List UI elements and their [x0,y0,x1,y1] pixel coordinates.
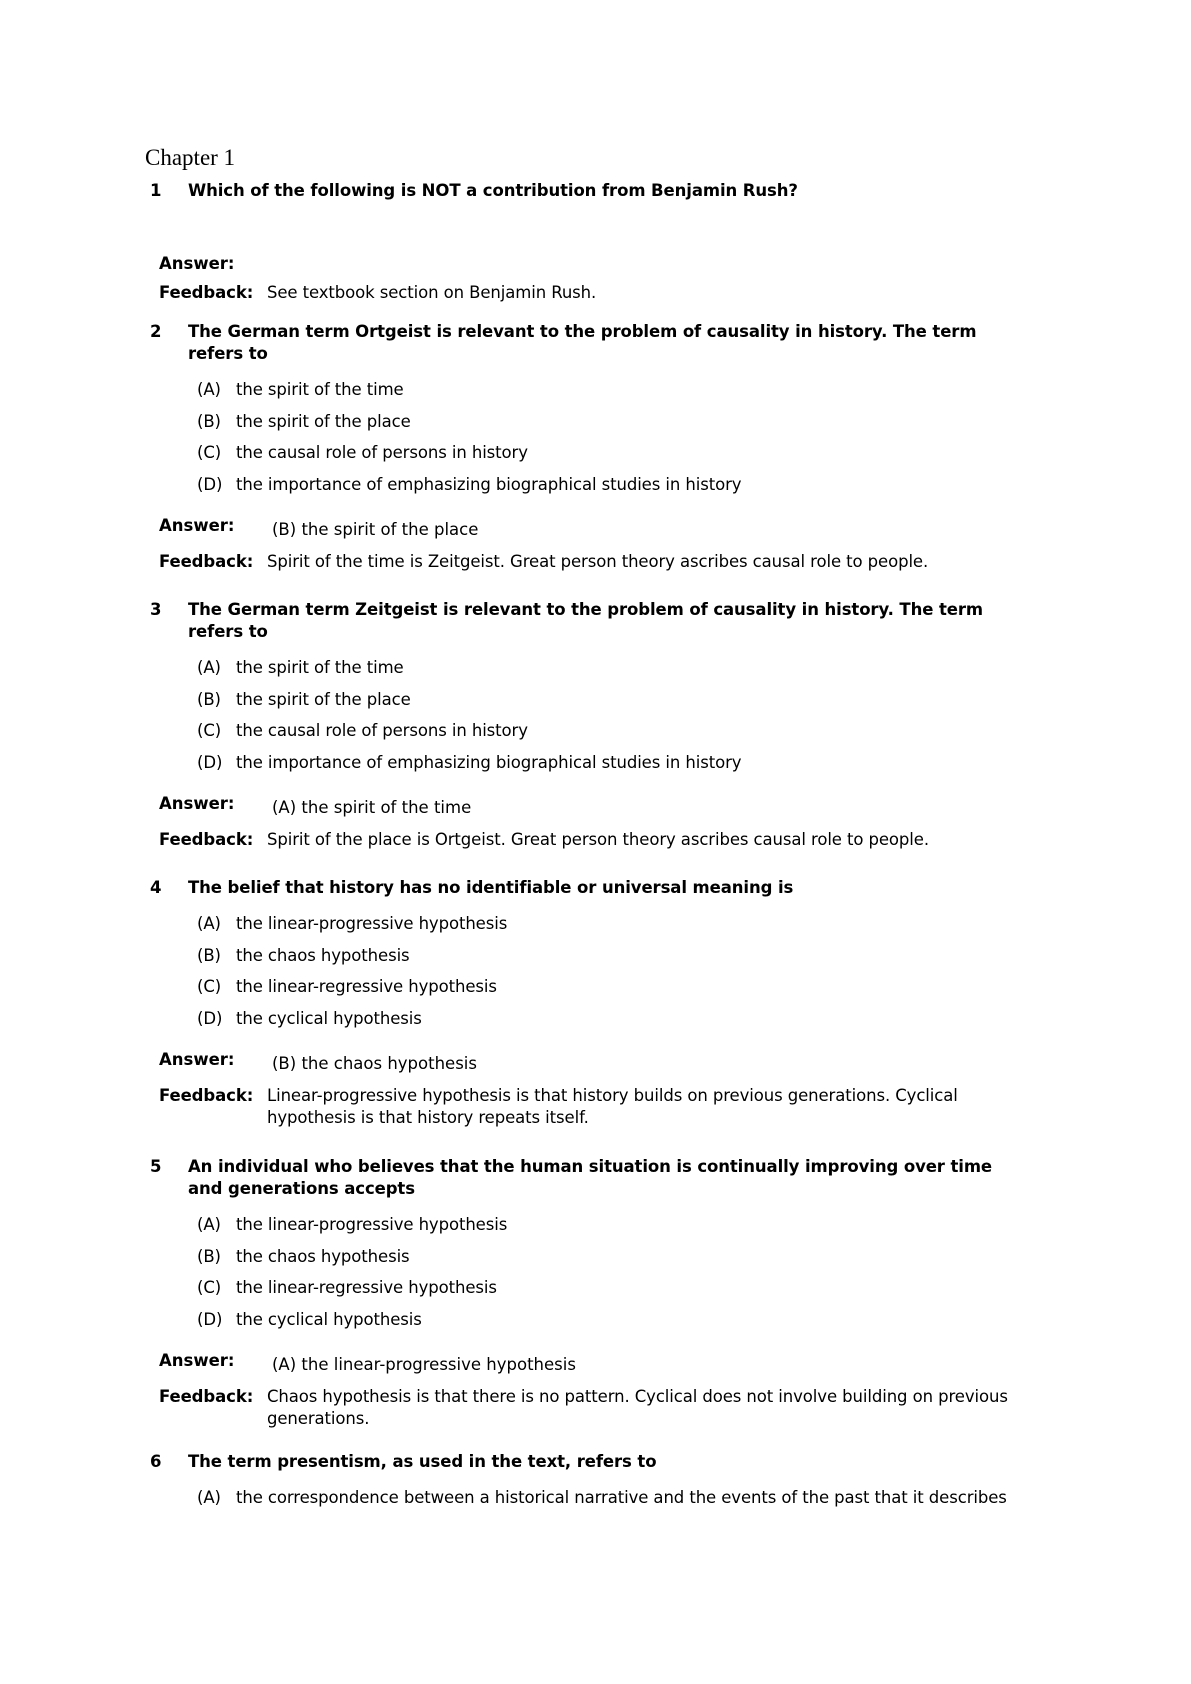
feedback-row [159,829,1030,851]
option-text: the linear-progressive hypothesis [236,1215,508,1234]
option-d [197,1309,1030,1341]
option-letter: (A) [197,380,221,399]
feedback-label: Feedback: [159,1387,254,1406]
answer-value: (A) the linear-progressive hypothesis [272,1355,576,1374]
options-list [197,657,1030,783]
answer-label: Answer: [159,1050,235,1069]
question-text: The German term Ortgeist is relevant to the problem of causality in history. The term refers to [188,322,977,363]
options-list [197,379,1030,505]
option-c [197,976,1030,1008]
option-letter: (A) [197,1215,221,1234]
option-d [197,752,1030,784]
question-6 [150,1451,1030,1509]
option-a [197,379,1030,411]
answer-value: (A) the spirit of the time [272,798,472,817]
question-2 [150,321,1030,573]
feedback-text: Spirit of the time is Zeitgeist. Great person theory ascribes causal role to people. [267,552,929,571]
question-4 [150,877,1030,1129]
feedback-text: See textbook section on Benjamin Rush. [267,283,597,302]
option-letter: (B) [197,411,221,431]
answer-label: Answer: [159,794,235,813]
answer-row [159,1049,1030,1071]
options-list [197,913,1030,1039]
option-letter: (C) [197,443,222,462]
option-text: the linear-regressive hypothesis [236,1278,497,1297]
option-a [197,1214,1030,1246]
option-letter: (C) [197,977,222,996]
option-b [197,1246,1030,1278]
question-text: The term presentism, as used in the text, refers to [188,1452,657,1471]
option-letter: (A) [197,1488,221,1507]
option-text: the linear-progressive hypothesis [236,914,508,933]
question-text: The German term Zeitgeist is relevant to the problem of causality in history. The term refers to [188,600,983,641]
feedback-label: Feedback: [159,830,254,849]
option-text: the chaos hypothesis [236,945,410,965]
feedback-row [159,551,1030,573]
option-text: the importance of emphasizing biographical studies in history [236,474,742,494]
question-5 [150,1156,1030,1430]
question-stem [150,877,1030,899]
feedback-row [159,1085,1030,1129]
feedback-text: Chaos hypothesis is that there is no pattern. Cyclical does not involve building on previous generations. [267,1387,1008,1428]
question-stem [150,599,1030,643]
option-c [197,1277,1030,1309]
question-number: 2 [150,322,162,341]
option-text: the causal role of persons in history [236,721,528,740]
option-text: the importance of emphasizing biographical studies in history [236,752,742,772]
question-number: 3 [150,600,162,619]
option-a [197,1487,1030,1509]
options-list [197,1214,1030,1340]
answer-value: (B) the chaos hypothesis [272,1054,477,1073]
question-text: An individual who believes that the human situation is continually improving over time and generations accepts [188,1157,993,1198]
question-3 [150,599,1030,851]
option-letter: (B) [197,1246,221,1266]
feedback-label: Feedback: [159,1086,254,1105]
option-letter: (C) [197,721,222,740]
answer-label: Answer: [159,1351,235,1370]
option-text: the cyclical hypothesis [236,1008,422,1028]
option-letter: (A) [197,658,221,677]
option-d [197,1008,1030,1040]
question-stem [150,1156,1030,1200]
question-text: The belief that history has no identifiable or universal meaning is [188,878,794,897]
feedback-text: Spirit of the place is Ortgeist. Great person theory ascribes causal role to people. [267,830,929,849]
option-letter: (D) [197,752,223,772]
answer-row [159,1350,1030,1372]
answer-row [159,253,1030,275]
option-letter: (C) [197,1278,222,1297]
option-text: the spirit of the place [236,689,411,709]
answer-row [159,793,1030,815]
feedback-row [159,1386,1030,1430]
question-number: 1 [150,181,162,200]
option-text: the cyclical hypothesis [236,1309,422,1329]
question-stem [150,1451,1030,1473]
option-text: the causal role of persons in history [236,443,528,462]
option-a [197,657,1030,689]
feedback-row [159,282,1030,304]
option-letter: (B) [197,689,221,709]
option-text: the spirit of the place [236,411,411,431]
option-c [197,720,1030,752]
feedback-text: Linear-progressive hypothesis is that history builds on previous generations. Cyclical hypothesis is that history repeats itself. [267,1086,958,1127]
option-b [197,945,1030,977]
question-text: Which of the following is NOT a contribution from Benjamin Rush? [188,181,798,200]
option-text: the correspondence between a historical narrative and the events of the past that it describes [236,1488,1007,1507]
answer-label: Answer: [159,516,235,535]
option-text: the spirit of the time [236,658,404,677]
answer-label: Answer: [159,254,235,273]
options-list [197,1487,1030,1509]
question-1 [150,180,1030,304]
question-stem [150,180,1030,202]
feedback-label: Feedback: [159,552,254,571]
answer-value: (B) the spirit of the place [272,520,479,539]
option-a [197,913,1030,945]
feedback-label: Feedback: [159,283,254,302]
question-number: 5 [150,1157,162,1176]
option-letter: (D) [197,1008,223,1028]
option-text: the linear-regressive hypothesis [236,977,497,996]
option-text: the chaos hypothesis [236,1246,410,1266]
answer-row [159,515,1030,537]
question-stem [150,321,1030,365]
option-d [197,474,1030,506]
option-letter: (D) [197,474,223,494]
option-b [197,689,1030,721]
option-letter: (D) [197,1309,223,1329]
question-number: 4 [150,878,162,897]
option-c [197,442,1030,474]
chapter-title: Chapter 1 [145,145,236,170]
option-b [197,411,1030,443]
question-number: 6 [150,1452,162,1471]
option-letter: (B) [197,945,221,965]
option-text: the spirit of the time [236,380,404,399]
option-letter: (A) [197,914,221,933]
